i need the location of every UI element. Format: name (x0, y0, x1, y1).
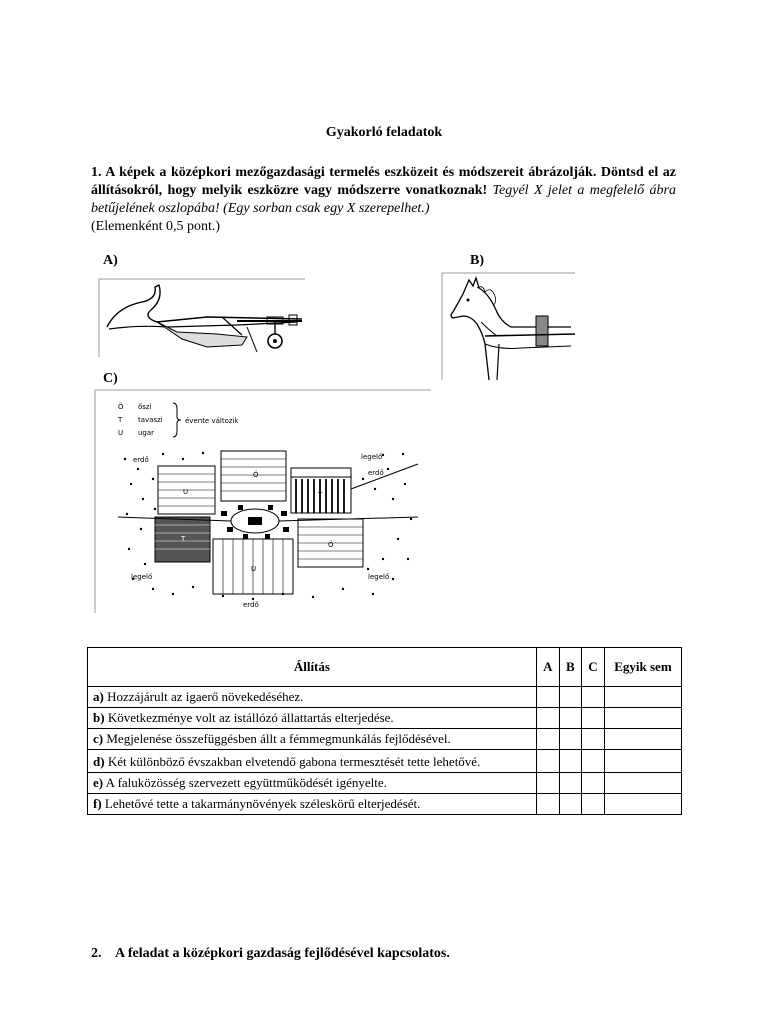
map-label-erdo-2: erdő (368, 469, 384, 477)
three-field-system-map-icon (93, 389, 433, 615)
statement-cell (88, 794, 537, 815)
answer-cell-b[interactable] (559, 729, 581, 750)
statement-letter: e) (93, 775, 104, 790)
answer-cell-c[interactable] (581, 729, 604, 750)
question-1 (91, 164, 676, 236)
map-label-erdo-3: erdő (243, 601, 259, 609)
answer-cell-c[interactable] (581, 794, 604, 815)
answer-cell-none[interactable] (604, 729, 681, 750)
statement-cell (88, 708, 537, 729)
answer-cell-c[interactable] (581, 687, 604, 708)
header-c: C (581, 648, 604, 687)
table-row (88, 773, 682, 794)
plough-drawing-icon (97, 277, 307, 359)
statement-letter: a) (93, 689, 104, 704)
answer-cell-a[interactable] (536, 794, 559, 815)
statement-text: Hozzájárult az igaerő növekedéséhez. (107, 689, 304, 704)
question-1-italic-instruction: Tegyél X jelet a megfelelő ábra betűjelének oszlopába! (Egy sorban csak egy X szerepelhet.) (91, 183, 676, 216)
answer-cell-none[interactable] (604, 687, 681, 708)
horse-collar-drawing-icon (441, 272, 576, 382)
answer-cell-b[interactable] (559, 708, 581, 729)
page-title: Gyakorló feladatok (325, 125, 443, 140)
statement-letter: d) (93, 753, 105, 769)
legend-brace-text: évente változik (185, 417, 239, 425)
header-b: B (559, 648, 581, 687)
header-none: Egyik sem (604, 648, 681, 687)
statement-letter: b) (93, 710, 105, 725)
legend-symbol-u: U (118, 429, 124, 437)
legend-symbol-o: Ö (118, 403, 124, 411)
statement-cell (88, 773, 537, 794)
statement-text: A faluközösség szervezett együttműködését igényelte. (105, 775, 387, 790)
answer-cell-b[interactable] (559, 773, 581, 794)
question-2-text: A feladat a középkori gazdaság fejlődésével kapcsolatos. (115, 946, 450, 961)
answer-cell-a[interactable] (536, 729, 559, 750)
map-field-u-2: U (251, 565, 257, 573)
table-row (88, 687, 682, 708)
question-1-points: (Elemenként 0,5 pont.) (91, 219, 221, 234)
answer-cell-none[interactable] (604, 794, 681, 815)
statement-text: Két különböző évszakban elvetendő gabona termesztését tette lehetővé. (107, 753, 481, 769)
question-1-instruction: 1. A képek a középkori mezőgazdasági termelés eszközeit és módszereit ábrázolják. Döntsd el az állításokról, hogy melyik eszközre vagy módszerre vonatkoznak! (91, 165, 676, 198)
table-row (88, 708, 682, 729)
statement-cell (88, 687, 537, 708)
answer-cell-a[interactable] (536, 687, 559, 708)
legend-text-ugar: ugar (138, 429, 155, 437)
map-field-t-1: T (318, 491, 323, 499)
statement-cell (88, 729, 537, 750)
figure-a-label: A) (103, 253, 118, 268)
statement-letter: f) (93, 796, 102, 811)
answer-cell-b[interactable] (559, 687, 581, 708)
answer-cell-b[interactable] (559, 794, 581, 815)
answer-cell-none[interactable] (604, 708, 681, 729)
statement-letter: c) (93, 731, 104, 746)
statement-cell (88, 750, 537, 773)
legend-text-oszi: őszi (138, 403, 152, 411)
statement-text: Megjelenése összefüggésben állt a fémmegmunkálás fejlődésével. (106, 731, 451, 746)
legend-symbol-t: T (118, 416, 123, 424)
answer-cell-c[interactable] (581, 773, 604, 794)
legend-text-tavaszi: tavaszi (138, 416, 163, 424)
answer-table (87, 647, 682, 815)
figure-c-label: C) (103, 371, 118, 386)
header-statement: Állítás (88, 648, 537, 687)
map-label-legelo-1: legelő (361, 453, 383, 461)
table-row (88, 750, 682, 773)
table-header-row (88, 648, 682, 687)
question-2-number: 2. (91, 946, 102, 961)
map-field-u-1: U (183, 488, 189, 496)
map-label-legelo-3: legelő (368, 573, 390, 581)
table-row (88, 794, 682, 815)
question-2 (91, 946, 450, 962)
statement-text: Következménye volt az istállózó állattartás elterjedése. (107, 710, 394, 725)
answer-cell-none[interactable] (604, 773, 681, 794)
answer-cell-c[interactable] (581, 750, 604, 773)
answer-cell-a[interactable] (536, 773, 559, 794)
header-a: A (536, 648, 559, 687)
answer-cell-c[interactable] (581, 708, 604, 729)
statement-text: Lehetővé tette a takarmánynövények széleskörű elterjedését. (104, 796, 421, 811)
answer-cell-a[interactable] (536, 708, 559, 729)
answer-cell-b[interactable] (559, 750, 581, 773)
map-label-erdo-1: erdő (133, 456, 149, 464)
map-label-legelo-2: legelő (131, 573, 153, 581)
map-field-o-1: Ö (253, 471, 259, 479)
map-field-o-2: Ö (328, 541, 334, 549)
figure-b-label: B) (470, 253, 484, 268)
table-row (88, 729, 682, 750)
map-field-t-2: T (181, 535, 186, 543)
answer-cell-none[interactable] (604, 750, 681, 773)
answer-cell-a[interactable] (536, 750, 559, 773)
